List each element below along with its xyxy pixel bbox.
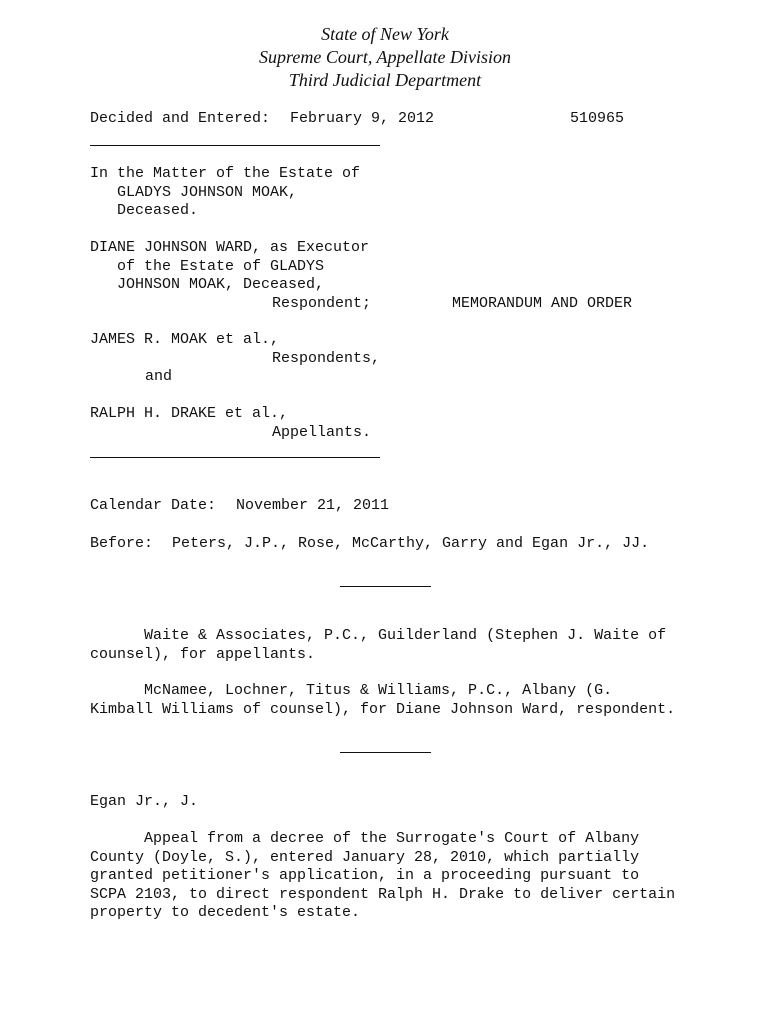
court-department-heading: Third Judicial Department <box>288 70 482 90</box>
decided-label: Decided and Entered: <box>90 110 271 127</box>
document-title: MEMORANDUM AND ORDER <box>452 294 633 312</box>
opinion-author: Egan Jr., J. <box>90 793 199 810</box>
counsel-appellants-line-2: counsel), for appellants. <box>90 645 316 663</box>
caption-top-rule <box>90 145 380 146</box>
court-state-heading: State of New York <box>321 24 449 44</box>
docket-number: 510965 <box>570 110 625 127</box>
caption-party1-line-1: DIANE JOHNSON WARD, as Executor <box>90 239 370 256</box>
separator-rule-1 <box>340 586 431 587</box>
counsel-respondent-line-2: Kimball Williams of counsel), for Diane Johnson Ward, respondent. <box>90 700 676 718</box>
opinion-paragraph-line-1: Appeal from a decree of the Surrogate's Court of Albany <box>90 830 640 847</box>
separator-rule-2 <box>340 752 431 753</box>
caption-matter-line-2: GLADYS JOHNSON MOAK, <box>90 183 298 201</box>
counsel-respondent-line-1: McNamee, Lochner, Titus & Williams, P.C., Albany (G. <box>90 682 613 699</box>
caption-party3-line-1: RALPH H. DRAKE et al., <box>90 405 289 422</box>
calendar-date-label: Calendar Date: <box>90 497 217 514</box>
opinion-paragraph-line-2: County (Doyle, S.), entered January 28, 2010, which partially <box>90 848 640 866</box>
caption-party3-role: Appellants. <box>272 423 372 441</box>
before-label: Before: <box>90 535 154 552</box>
caption-party1-line-2: of the Estate of GLADYS <box>90 257 325 275</box>
caption-party1-role: Respondent; <box>272 294 372 312</box>
before-judges: Peters, J.P., Rose, McCarthy, Garry and Egan Jr., JJ. <box>172 535 650 552</box>
caption-bottom-rule <box>90 457 380 458</box>
caption-party2-line-1: JAMES R. MOAK et al., <box>90 331 280 348</box>
opinion-paragraph-line-5: property to decedent's estate. <box>90 904 361 921</box>
caption-party2-role: Respondents, <box>272 349 381 367</box>
caption-and: and <box>145 368 173 385</box>
court-name-heading: Supreme Court, Appellate Division <box>259 47 511 67</box>
caption-party1-line-3: JOHNSON MOAK, Deceased, <box>90 276 325 293</box>
caption-matter-line-3: Deceased. <box>90 202 199 219</box>
calendar-date-value: November 21, 2011 <box>236 497 390 514</box>
opinion-paragraph-line-4: SCPA 2103, to direct respondent Ralph H. Drake to deliver certain <box>90 885 676 903</box>
decided-date: February 9, 2012 <box>290 110 435 127</box>
counsel-appellants-line-1: Waite & Associates, P.C., Guilderland (Stephen J. Waite of <box>90 627 667 644</box>
caption-matter-line-1: In the Matter of the Estate of <box>90 165 361 182</box>
opinion-paragraph-line-3: granted petitioner's application, in a proceeding pursuant to <box>90 867 640 884</box>
